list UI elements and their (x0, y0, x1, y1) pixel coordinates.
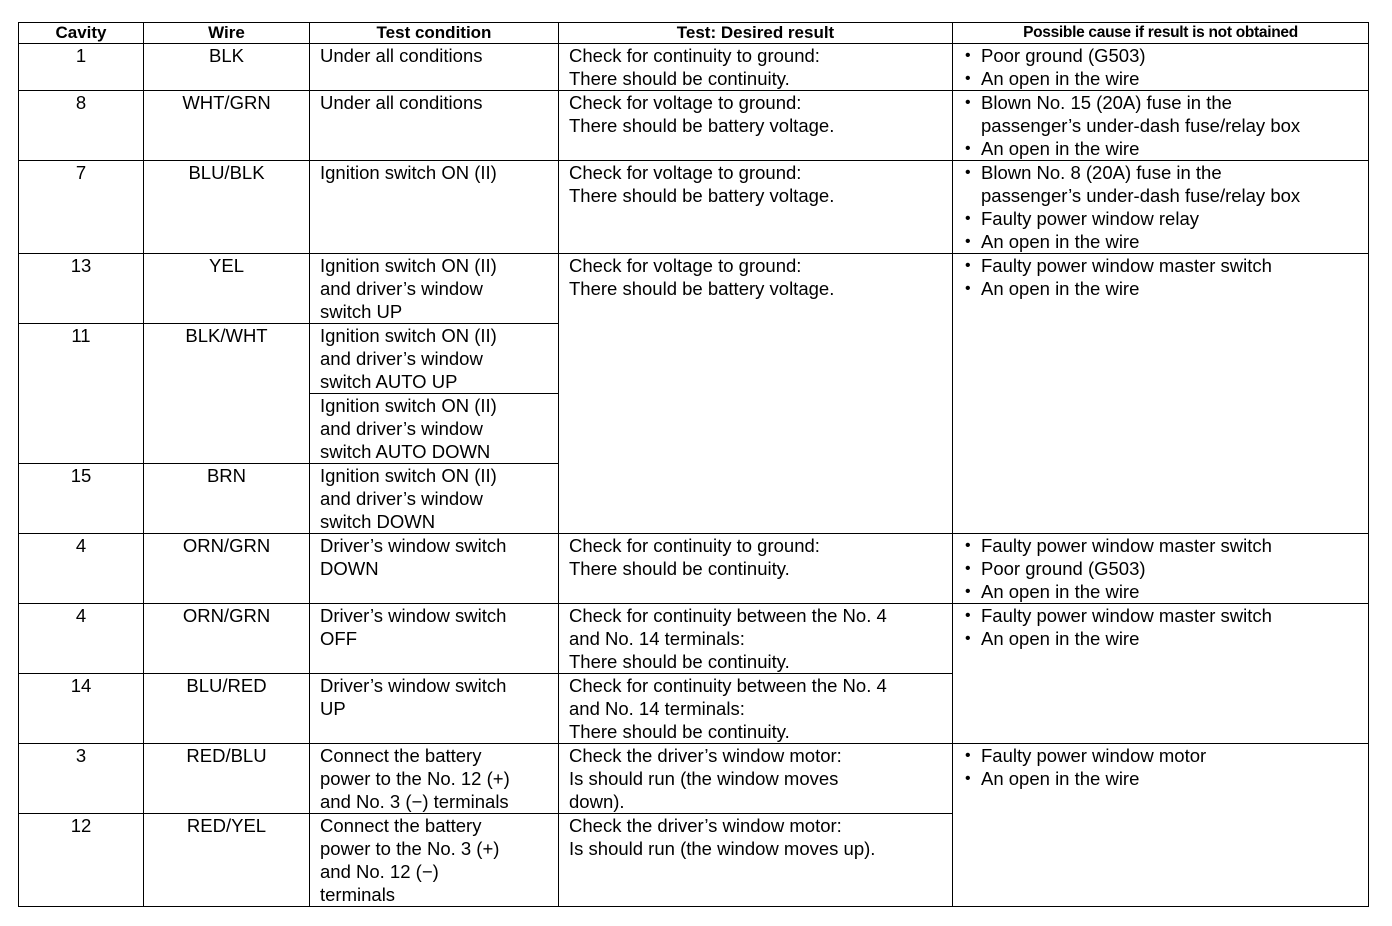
result-cell (559, 91, 953, 161)
condition-line: and driver’s window (320, 488, 483, 509)
cause-list (963, 604, 1358, 650)
result-line: Check the driver’s window motor: (569, 815, 842, 836)
cause-cell (953, 534, 1369, 604)
cause-cell (953, 254, 1369, 534)
result-line: Check for continuity to ground: (569, 45, 820, 66)
cause-item: • An open in the wire (963, 230, 1358, 253)
table-row (19, 534, 1369, 604)
condition-line: and driver’s window (320, 348, 483, 369)
cause-list (963, 254, 1358, 300)
condition-line: switch UP (320, 301, 403, 322)
cause-list (963, 44, 1358, 90)
wire-cell: BLU/RED (144, 674, 310, 744)
condition-cell (310, 254, 559, 324)
result-cell (559, 604, 953, 674)
result-line: There should be continuity. (569, 651, 790, 672)
cause-item: • An open in the wire (963, 137, 1358, 160)
condition-line: OFF (320, 628, 357, 649)
condition-line: Driver’s window switch (320, 535, 507, 556)
condition-line: and No. 12 (−) (320, 861, 439, 882)
cause-item: • Poor ground (G503) (963, 557, 1358, 580)
result-line: Check for continuity to ground: (569, 535, 820, 556)
cause-item: • An open in the wire (963, 580, 1358, 603)
result-line: There should be continuity. (569, 558, 790, 579)
cause-item: • Blown No. 8 (20A) fuse in the passenger’s under-dash fuse/relay box (963, 161, 1358, 207)
wire-cell: RED/BLU (144, 744, 310, 814)
wire-cell: ORN/GRN (144, 534, 310, 604)
cavity-cell: 3 (19, 744, 144, 814)
condition-cell (310, 534, 559, 604)
cavity-cell: 12 (19, 814, 144, 907)
cause-list (963, 91, 1358, 160)
condition-cell (310, 674, 559, 744)
test-table (18, 22, 1369, 907)
header-cavity: Cavity (19, 23, 144, 44)
result-line: Check the driver’s window motor: (569, 745, 842, 766)
result-line: Check for voltage to ground: (569, 162, 802, 183)
cause-cell (953, 44, 1369, 91)
wire-cell: WHT/GRN (144, 91, 310, 161)
wire-cell: RED/YEL (144, 814, 310, 907)
condition-line: and No. 3 (−) terminals (320, 791, 509, 812)
result-cell (559, 534, 953, 604)
condition-cell (310, 324, 559, 394)
condition-cell (310, 394, 559, 464)
header-test-condition: Test condition (310, 23, 559, 44)
condition-line: switch DOWN (320, 511, 436, 532)
condition-line: Under all conditions (320, 45, 483, 66)
cause-list (963, 161, 1358, 253)
result-cell (559, 674, 953, 744)
result-line: down). (569, 791, 625, 812)
table-row (19, 604, 1369, 674)
cause-item: • Faulty power window motor (963, 744, 1358, 767)
header-row (19, 23, 1369, 44)
result-cell (559, 254, 953, 534)
table-row (19, 91, 1369, 161)
wire-cell: BLK (144, 44, 310, 91)
condition-line: DOWN (320, 558, 379, 579)
condition-cell (310, 44, 559, 91)
condition-line: Under all conditions (320, 92, 483, 113)
condition-cell (310, 814, 559, 907)
condition-line: switch AUTO DOWN (320, 441, 491, 462)
condition-line: power to the No. 3 (+) (320, 838, 500, 859)
condition-line: Connect the battery (320, 815, 482, 836)
condition-cell (310, 161, 559, 254)
condition-cell (310, 91, 559, 161)
condition-cell (310, 464, 559, 534)
cause-item: • Faulty power window relay (963, 207, 1358, 230)
condition-line: terminals (320, 884, 396, 905)
condition-cell (310, 744, 559, 814)
result-line: There should be battery voltage. (569, 185, 835, 206)
cavity-cell: 7 (19, 161, 144, 254)
condition-line: Ignition switch ON (II) (320, 465, 497, 486)
cause-list (963, 744, 1358, 790)
wire-cell: BRN (144, 464, 310, 534)
cavity-cell: 4 (19, 534, 144, 604)
result-line: There should be continuity. (569, 721, 790, 742)
cavity-cell: 4 (19, 604, 144, 674)
condition-line: Driver’s window switch (320, 605, 507, 626)
condition-line: Ignition switch ON (II) (320, 162, 497, 183)
cause-item: • An open in the wire (963, 277, 1358, 300)
result-cell (559, 744, 953, 814)
cause-item: • Faulty power window master switch (963, 254, 1358, 277)
condition-cell (310, 604, 559, 674)
table-row (19, 744, 1369, 814)
table-row (19, 44, 1369, 91)
cause-item: • An open in the wire (963, 67, 1358, 90)
condition-line: Ignition switch ON (II) (320, 325, 497, 346)
condition-line: Connect the battery (320, 745, 482, 766)
result-line: and No. 14 terminals: (569, 698, 745, 719)
cause-cell (953, 161, 1369, 254)
cause-item: • Poor ground (G503) (963, 44, 1358, 67)
header-desired-result: Test: Desired result (559, 23, 953, 44)
condition-line: and driver’s window (320, 418, 483, 439)
cause-list (963, 534, 1358, 603)
condition-line: power to the No. 12 (+) (320, 768, 510, 789)
header-wire: Wire (144, 23, 310, 44)
cause-item: • An open in the wire (963, 627, 1358, 650)
wire-cell: ORN/GRN (144, 604, 310, 674)
condition-line: UP (320, 698, 346, 719)
result-line: Check for continuity between the No. 4 (569, 605, 887, 626)
result-line: Check for continuity between the No. 4 (569, 675, 887, 696)
result-line: There should be battery voltage. (569, 115, 835, 136)
result-line: Is should run (the window moves up). (569, 838, 876, 859)
cause-item: • An open in the wire (963, 767, 1358, 790)
result-line: Check for voltage to ground: (569, 255, 802, 276)
result-line: Is should run (the window moves (569, 768, 839, 789)
result-line: There should be continuity. (569, 68, 790, 89)
cavity-cell: 1 (19, 44, 144, 91)
condition-line: and driver’s window (320, 278, 483, 299)
cavity-cell: 11 (19, 324, 144, 464)
cause-cell (953, 744, 1369, 907)
result-line: and No. 14 terminals: (569, 628, 745, 649)
result-line: Check for voltage to ground: (569, 92, 802, 113)
result-cell (559, 161, 953, 254)
cause-item: • Blown No. 15 (20A) fuse in the passenger’s under-dash fuse/relay box (963, 91, 1358, 137)
condition-line: Driver’s window switch (320, 675, 507, 696)
cavity-cell: 8 (19, 91, 144, 161)
result-cell (559, 814, 953, 907)
cause-item: • Faulty power window master switch (963, 604, 1358, 627)
condition-line: Ignition switch ON (II) (320, 255, 497, 276)
header-possible-cause: Possible cause if result is not obtained (953, 23, 1369, 44)
cause-cell (953, 91, 1369, 161)
cause-cell (953, 604, 1369, 744)
condition-line: Ignition switch ON (II) (320, 395, 497, 416)
table-row (19, 254, 1369, 324)
result-line: There should be battery voltage. (569, 278, 835, 299)
cavity-cell: 15 (19, 464, 144, 534)
wire-cell: BLU/BLK (144, 161, 310, 254)
wire-cell: YEL (144, 254, 310, 324)
cause-item: • Faulty power window master switch (963, 534, 1358, 557)
wire-cell: BLK/WHT (144, 324, 310, 464)
condition-line: switch AUTO UP (320, 371, 458, 392)
table-row (19, 161, 1369, 254)
result-cell (559, 44, 953, 91)
cavity-cell: 14 (19, 674, 144, 744)
cavity-cell: 13 (19, 254, 144, 324)
